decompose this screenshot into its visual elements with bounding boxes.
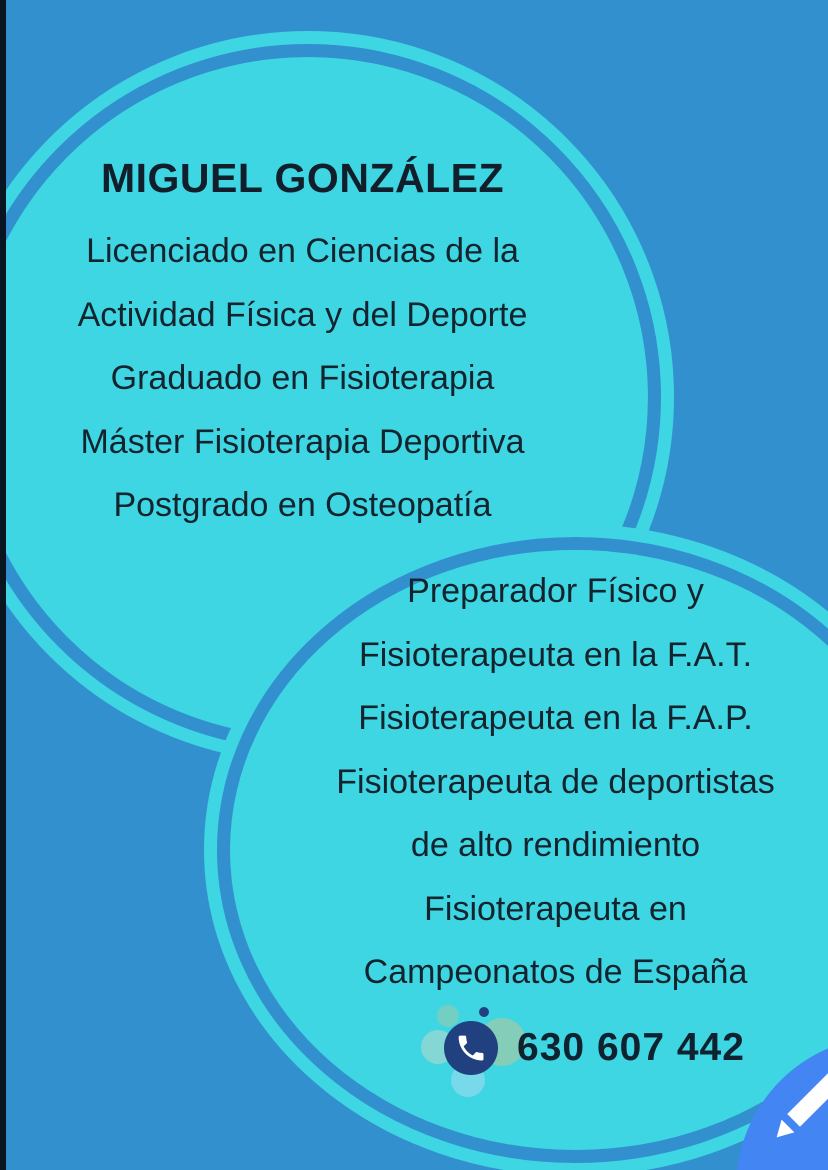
role-line: Fisioterapeuta en la F.A.T.	[358, 635, 753, 674]
credentials-section	[30, 150, 575, 538]
phone-number: 630 607 442	[517, 1026, 745, 1069]
credential-line: Postgrado en Osteopatía	[113, 486, 492, 524]
credential-line: Graduado en Fisioterapia	[110, 359, 495, 397]
role-line: de alto rendimiento	[410, 826, 701, 864]
phone-icon-dot	[479, 1007, 489, 1017]
screen-edge-stripe	[0, 0, 6, 1170]
role-line: Fisioterapeuta en la F.A.P.	[358, 699, 753, 737]
role-line: Fisioterapeuta de deportistas	[336, 762, 775, 801]
credential-line: Licenciado en Ciencias de la	[86, 232, 519, 270]
phone-icon-blob-small	[437, 1005, 459, 1027]
person-name: MIGUEL GONZÁLEZ	[100, 155, 505, 201]
credential-line: Actividad Física y del Deporte	[77, 295, 528, 334]
phone-icon-badge	[444, 1021, 498, 1075]
role-line: Fisioterapeuta en	[424, 889, 687, 928]
role-line: Campeonatos de España	[363, 953, 748, 991]
roles-section	[293, 560, 818, 1005]
credential-line: Máster Fisioterapia Deportiva	[80, 422, 525, 461]
role-line: Preparador Físico y	[407, 572, 704, 610]
